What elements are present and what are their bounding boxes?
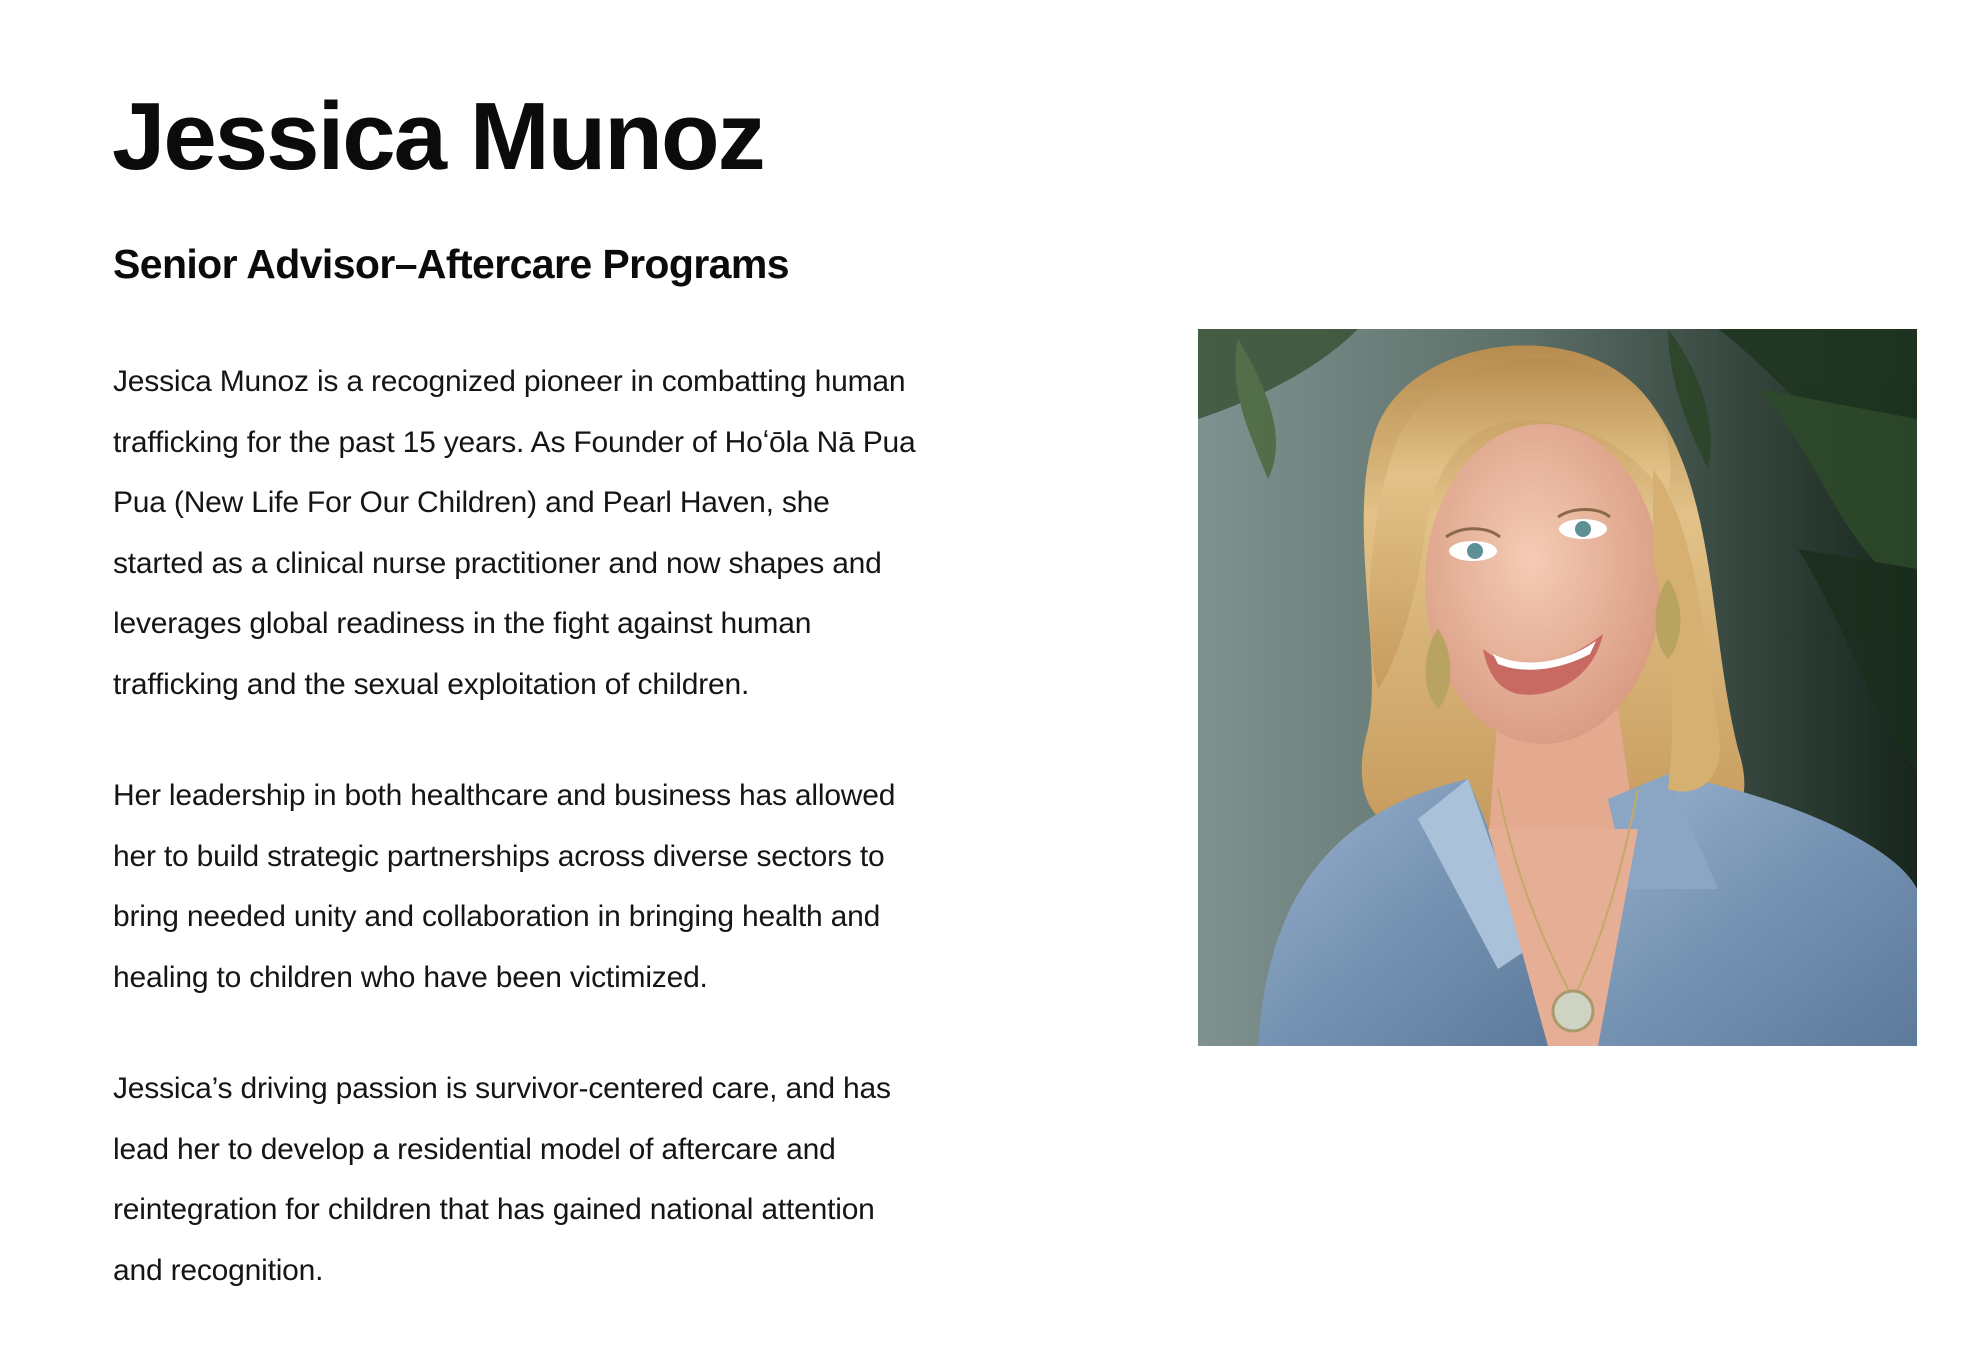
- bio-paragraph: [113, 766, 1013, 1008]
- bio-paragraph: [113, 352, 1013, 715]
- bio-line: reintegration for children that has gained national attention: [113, 1193, 875, 1226]
- face: [1425, 424, 1661, 744]
- portrait-illustration: [1198, 329, 1917, 1046]
- bio-line: and recognition.: [113, 1253, 324, 1287]
- bio-line: bring needed unity and collaboration in bringing health and: [113, 900, 881, 933]
- bio-line: trafficking for the past 15 years. As Founder of Hoʻōla Nā Pua: [113, 425, 916, 459]
- job-title: Senior Advisor–Aftercare Programs: [113, 241, 789, 287]
- pendant: [1553, 991, 1593, 1031]
- bio-line: her to build strategic partnerships across diverse sectors to: [113, 839, 885, 873]
- bio-line: Jessica’s driving passion is survivor-centered care, and has: [113, 1072, 891, 1105]
- bio-line: started as a clinical nurse practitioner and now shapes and: [113, 546, 882, 580]
- bio-line: trafficking and the sexual exploitation of children.: [113, 667, 750, 701]
- bio-line: Pua (New Life For Our Children) and Pearl Haven, she: [113, 486, 830, 519]
- bio-line: lead her to develop a residential model of aftercare and: [113, 1132, 836, 1166]
- page-title: Jessica Munoz: [112, 83, 764, 190]
- bio-section: [113, 352, 1013, 1352]
- bio-line: healing to children who have been victimized.: [113, 960, 708, 994]
- bio-line: Her leadership in both healthcare and business has allowed: [113, 779, 896, 812]
- bio-paragraph: [113, 1059, 1013, 1301]
- bio-line: Jessica Munoz is a recognized pioneer in combatting human: [113, 365, 906, 398]
- portrait-photo: [1198, 329, 1917, 1046]
- bio-line: leverages global readiness in the fight against human: [113, 607, 812, 640]
